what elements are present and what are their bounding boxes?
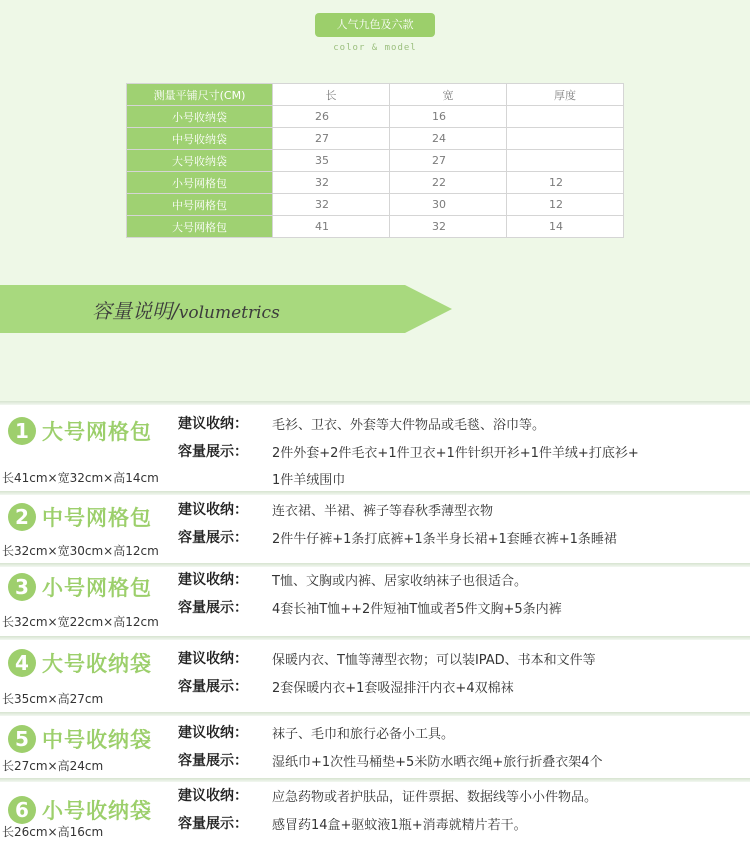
- item-name: 小号收纳袋: [42, 799, 152, 823]
- model-subtitle: color & model: [333, 43, 417, 53]
- capacity-item: [0, 636, 750, 714]
- capacity-item: [0, 491, 750, 569]
- item-name: 大号收纳袋: [42, 652, 152, 676]
- suggest-text: 保暖内衣、T恤等薄型衣物；可以装IPAD、书本和文件等: [272, 653, 596, 668]
- section-title-en: volumetrics: [178, 303, 280, 323]
- table-cell: 小号网格包: [127, 172, 273, 194]
- table-row: [127, 106, 624, 128]
- capacity-text: 2套保暖内衣+1套吸湿排汗内衣+4双棉袜: [272, 681, 514, 696]
- table-cell: 32: [273, 172, 390, 194]
- capacity-label: 容量展示：: [178, 444, 248, 460]
- table-cell: 41: [273, 216, 390, 238]
- capacity-text: 湿纸巾+1次性马桶垫+5米防水晒衣绳+旅行折叠衣架4个: [272, 755, 603, 770]
- table-header-cell: 测量平铺尺寸(CM): [127, 84, 273, 106]
- table-header-cell: 长: [273, 84, 390, 106]
- table-cell: 小号收纳袋: [127, 106, 273, 128]
- item-dimensions: 长32cm×宽30cm×高12cm: [2, 544, 159, 558]
- capacity-item: [0, 563, 750, 641]
- table-row: [127, 128, 624, 150]
- table-cell: 24: [390, 128, 507, 150]
- capacity-label: 容量展示：: [178, 816, 248, 832]
- table-row: [127, 194, 624, 216]
- table-cell: 中号收纳袋: [127, 128, 273, 150]
- item-name: 大号网格包: [42, 420, 152, 444]
- suggest-label: 建议收纳：: [178, 651, 248, 667]
- suggest-label: 建议收纳：: [178, 416, 248, 432]
- suggest-label: 建议收纳：: [178, 788, 248, 804]
- section-title-cn: 容量说明/: [92, 299, 179, 323]
- capacity-label: 容量展示：: [178, 600, 248, 616]
- suggest-text: 应急药物或者护肤品，证件票据、数据线等小小件物品。: [272, 790, 598, 805]
- item-name: 中号收纳袋: [42, 728, 152, 752]
- table-row: [127, 150, 624, 172]
- capacity-text: 4套长袖T恤++2件短袖T恤或者5件文胸+5条内裤: [272, 602, 562, 617]
- section-title: [92, 295, 280, 324]
- suggest-label: 建议收纳：: [178, 572, 248, 588]
- suggest-text: 袜子、毛巾和旅行必备小工具。: [272, 727, 455, 742]
- item-name: 中号网格包: [42, 506, 152, 530]
- item-name: 小号网格包: [42, 576, 152, 600]
- table-cell: 12: [507, 172, 624, 194]
- capacity-label: 容量展示：: [178, 753, 248, 769]
- item-number-badge: 1: [8, 417, 36, 445]
- table-cell: 27: [273, 128, 390, 150]
- capacity-text-cont: 1件羊绒围巾: [272, 473, 346, 488]
- row-separator: [0, 563, 750, 567]
- capacity-item: [0, 778, 750, 849]
- item-number-badge: 6: [8, 796, 36, 824]
- table-cell: 27: [390, 150, 507, 172]
- item-number-badge: 5: [8, 725, 36, 753]
- capacity-item: [0, 401, 750, 491]
- item-number-badge: 3: [8, 573, 36, 601]
- capacity-text: 感冒药14盒+驱蚊液1瓶+消毒就精片若干。: [272, 818, 527, 833]
- suggest-text: 连衣裙、半裙、裤子等春秋季薄型衣物: [272, 504, 494, 519]
- table-header-cell: 宽: [390, 84, 507, 106]
- row-separator: [0, 778, 750, 782]
- item-number-badge: 2: [8, 503, 36, 531]
- table-row: [127, 172, 624, 194]
- suggest-label: 建议收纳：: [178, 502, 248, 518]
- table-cell: 35: [273, 150, 390, 172]
- table-row: [127, 216, 624, 238]
- table-cell: 26: [273, 106, 390, 128]
- suggest-label: 建议收纳：: [178, 725, 248, 741]
- table-cell: 16: [390, 106, 507, 128]
- model-pill: 人气九色及六款: [315, 13, 435, 37]
- table-cell: [507, 128, 624, 150]
- capacity-text: 2件牛仔裤+1条打底裤+1条半身长裙+1套睡衣裤+1条睡裙: [272, 532, 617, 547]
- table-cell: 大号网格包: [127, 216, 273, 238]
- table-cell: 14: [507, 216, 624, 238]
- row-separator: [0, 491, 750, 495]
- size-table: [126, 83, 624, 238]
- capacity-text: 2件外套+2件毛衣+1件卫衣+1件针织开衫+1件羊绒+打底衫+: [272, 446, 639, 461]
- table-header-row: [127, 84, 624, 106]
- item-dimensions: 长41cm×宽32cm×高14cm: [2, 471, 159, 485]
- suggest-text: T恤、文胸或内裤、居家收纳袜子也很适合。: [272, 574, 527, 589]
- table-cell: 12: [507, 194, 624, 216]
- table-cell: 32: [273, 194, 390, 216]
- table-cell: 22: [390, 172, 507, 194]
- item-dimensions: 长26cm×高16cm: [2, 825, 104, 839]
- capacity-label: 容量展示：: [178, 679, 248, 695]
- table-cell: [507, 150, 624, 172]
- row-separator: [0, 712, 750, 716]
- capacity-label: 容量展示：: [178, 530, 248, 546]
- item-dimensions: 长32cm×宽22cm×高12cm: [2, 615, 159, 629]
- row-separator: [0, 636, 750, 640]
- table-header-cell: 厚度: [507, 84, 624, 106]
- row-separator: [0, 401, 750, 405]
- table-cell: 中号网格包: [127, 194, 273, 216]
- item-number-badge: 4: [8, 649, 36, 677]
- table-cell: 大号收纳袋: [127, 150, 273, 172]
- item-dimensions: 长27cm×高24cm: [2, 759, 104, 773]
- suggest-text: 毛衫、卫衣、外套等大件物品或毛毯、浴巾等。: [272, 418, 546, 433]
- item-dimensions: 长35cm×高27cm: [2, 692, 104, 706]
- table-cell: 30: [390, 194, 507, 216]
- table-cell: [507, 106, 624, 128]
- table-cell: 32: [390, 216, 507, 238]
